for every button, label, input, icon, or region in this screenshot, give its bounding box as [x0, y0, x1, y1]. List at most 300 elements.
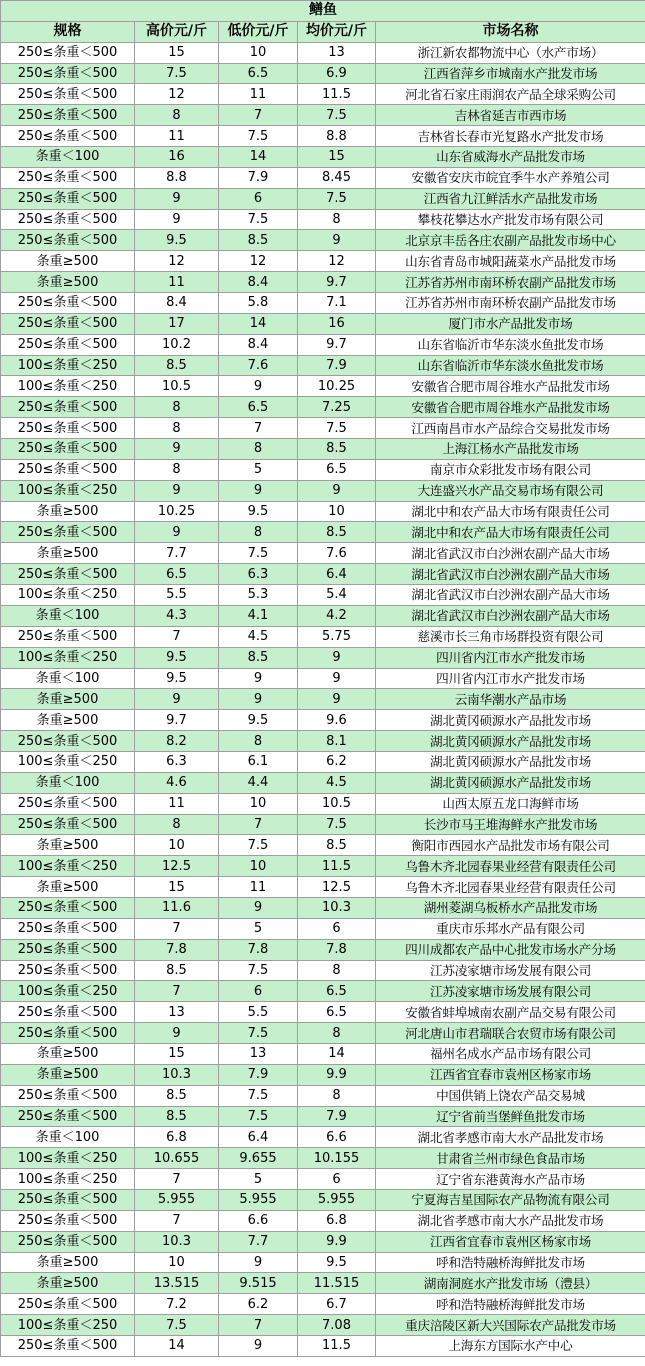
- cell-low-price: 9.515: [219, 1273, 298, 1294]
- table-row: [1, 313, 645, 334]
- cell-market-name: 攀枝花攀达水产批发市场有限公司: [376, 209, 645, 230]
- cell-low-price: 14: [219, 147, 298, 168]
- cell-high-price: 8: [135, 105, 219, 126]
- cell-high-price: 8.5: [135, 355, 219, 376]
- table-row: [1, 63, 645, 84]
- cell-spec: 250≤条重＜500: [1, 960, 135, 981]
- cell-high-price: 7.8: [135, 939, 219, 960]
- cell-market-name: 呼和浩特融桥海鲜批发市场: [376, 1294, 645, 1315]
- cell-high-price: 10.2: [135, 334, 219, 355]
- cell-market-name: 长沙市马王堆海鲜水产批发市场: [376, 814, 645, 835]
- cell-spec: 250≤条重＜500: [1, 564, 135, 585]
- table-row: [1, 814, 645, 835]
- cell-avg-price: 8.5: [298, 522, 376, 543]
- table-row: [1, 84, 645, 105]
- table-row: [1, 355, 645, 376]
- cell-spec: 250≤条重＜500: [1, 63, 135, 84]
- cell-low-price: 8: [219, 439, 298, 460]
- cell-low-price: 9: [219, 376, 298, 397]
- cell-avg-price: 9.7: [298, 334, 376, 355]
- cell-low-price: 12: [219, 251, 298, 272]
- cell-low-price: 4.4: [219, 772, 298, 793]
- cell-avg-price: 7.9: [298, 355, 376, 376]
- cell-low-price: 9.5: [219, 501, 298, 522]
- cell-market-name: 南京市众彩批发市场有限公司: [376, 459, 645, 480]
- cell-avg-price: 7.5: [298, 105, 376, 126]
- cell-market-name: 四川省内江市水产批发市场: [376, 668, 645, 689]
- cell-high-price: 8: [135, 397, 219, 418]
- cell-market-name: 山东省临沂市华东淡水鱼批发市场: [376, 334, 645, 355]
- cell-high-price: 8.5: [135, 1085, 219, 1106]
- cell-spec: 250≤条重＜500: [1, 1294, 135, 1315]
- cell-high-price: 17: [135, 313, 219, 334]
- cell-low-price: 6.5: [219, 63, 298, 84]
- cell-avg-price: 7.5: [298, 418, 376, 439]
- table-row: [1, 1231, 645, 1252]
- cell-avg-price: 7.5: [298, 814, 376, 835]
- cell-spec: 条重≥500: [1, 1043, 135, 1064]
- table-row: [1, 564, 645, 585]
- cell-spec: 100≤条重＜250: [1, 1169, 135, 1190]
- table-row: [1, 376, 645, 397]
- cell-market-name: 湖北省武汉市白沙洲农副产品大市场: [376, 543, 645, 564]
- table-row: [1, 626, 645, 647]
- cell-low-price: 7.5: [219, 209, 298, 230]
- cell-market-name: 厦门市水产品批发市场: [376, 313, 645, 334]
- cell-high-price: 10.3: [135, 1064, 219, 1085]
- cell-avg-price: 10.25: [298, 376, 376, 397]
- cell-spec: 250≤条重＜500: [1, 1189, 135, 1210]
- table-row: [1, 1210, 645, 1231]
- cell-market-name: 湖北黄冈硕源水产品批发市场: [376, 731, 645, 752]
- cell-avg-price: 8.1: [298, 731, 376, 752]
- cell-high-price: 7.2: [135, 1294, 219, 1315]
- table-row: [1, 188, 645, 209]
- cell-high-price: 5.955: [135, 1189, 219, 1210]
- cell-low-price: 7: [219, 814, 298, 835]
- table-row: [1, 418, 645, 439]
- table-row: [1, 1127, 645, 1148]
- cell-avg-price: 14: [298, 1043, 376, 1064]
- cell-avg-price: 4.5: [298, 772, 376, 793]
- cell-high-price: 10.25: [135, 501, 219, 522]
- cell-spec: 250≤条重＜500: [1, 230, 135, 251]
- cell-avg-price: 9.7: [298, 272, 376, 293]
- cell-low-price: 14: [219, 313, 298, 334]
- cell-low-price: 5: [219, 1169, 298, 1190]
- cell-spec: 250≤条重＜500: [1, 105, 135, 126]
- cell-avg-price: 8: [298, 209, 376, 230]
- cell-low-price: 9.655: [219, 1148, 298, 1169]
- cell-market-name: 湖北黄冈硕源水产品批发市场: [376, 751, 645, 772]
- cell-avg-price: 8: [298, 1085, 376, 1106]
- cell-avg-price: 6.5: [298, 981, 376, 1002]
- cell-spec: 100≤条重＜250: [1, 1148, 135, 1169]
- cell-avg-price: 7.5: [298, 188, 376, 209]
- cell-high-price: 9: [135, 209, 219, 230]
- cell-avg-price: 8: [298, 1023, 376, 1044]
- cell-spec: 250≤条重＜500: [1, 918, 135, 939]
- cell-market-name: 湖南洞庭水产批发市场（澧县）: [376, 1273, 645, 1294]
- cell-market-name: 浙江新农都物流中心（水产市场）: [376, 42, 645, 63]
- cell-avg-price: 12.5: [298, 877, 376, 898]
- table-row: [1, 1294, 645, 1315]
- cell-spec: 条重＜100: [1, 1127, 135, 1148]
- cell-avg-price: 6: [298, 918, 376, 939]
- cell-spec: 250≤条重＜500: [1, 1106, 135, 1127]
- cell-high-price: 9: [135, 439, 219, 460]
- cell-market-name: 安徽省合肥市周谷堆水产品批发市场: [376, 376, 645, 397]
- cell-avg-price: 7.25: [298, 397, 376, 418]
- cell-avg-price: 7.08: [298, 1315, 376, 1336]
- cell-low-price: 6.2: [219, 1294, 298, 1315]
- table-row: [1, 105, 645, 126]
- header-spec: 规格: [1, 21, 135, 42]
- cell-high-price: 7.7: [135, 543, 219, 564]
- cell-low-price: 5.955: [219, 1189, 298, 1210]
- cell-low-price: 7.5: [219, 960, 298, 981]
- cell-low-price: 9.5: [219, 710, 298, 731]
- cell-high-price: 12: [135, 251, 219, 272]
- cell-spec: 100≤条重＜250: [1, 856, 135, 877]
- cell-market-name: 湖北黄冈硕源水产品批发市场: [376, 772, 645, 793]
- cell-low-price: 5.5: [219, 1002, 298, 1023]
- cell-market-name: 江西省宜春市袁州区杨家市场: [376, 1231, 645, 1252]
- cell-spec: 250≤条重＜500: [1, 188, 135, 209]
- cell-avg-price: 10: [298, 501, 376, 522]
- cell-high-price: 7: [135, 626, 219, 647]
- cell-spec: 250≤条重＜500: [1, 522, 135, 543]
- cell-low-price: 7.5: [219, 1106, 298, 1127]
- table-row: [1, 710, 645, 731]
- cell-high-price: 11: [135, 272, 219, 293]
- table-row: [1, 1043, 645, 1064]
- cell-spec: 条重≥500: [1, 272, 135, 293]
- cell-high-price: 7: [135, 1169, 219, 1190]
- cell-spec: 250≤条重＜500: [1, 334, 135, 355]
- table-row: [1, 1273, 645, 1294]
- cell-high-price: 9: [135, 188, 219, 209]
- cell-high-price: 8: [135, 814, 219, 835]
- cell-spec: 条重≥500: [1, 501, 135, 522]
- cell-low-price: 9: [219, 1336, 298, 1357]
- cell-avg-price: 6: [298, 1169, 376, 1190]
- cell-avg-price: 9: [298, 689, 376, 710]
- table-row: [1, 397, 645, 418]
- header-market-name: 市场名称: [376, 21, 645, 42]
- cell-market-name: 湖北省武汉市白沙洲农副产品大市场: [376, 585, 645, 606]
- cell-high-price: 9.5: [135, 647, 219, 668]
- cell-market-name: 呼和浩特融桥海鲜批发市场: [376, 1252, 645, 1273]
- cell-spec: 250≤条重＜500: [1, 626, 135, 647]
- cell-market-name: 江西南昌市水产品综合交易批发市场: [376, 418, 645, 439]
- cell-high-price: 4.6: [135, 772, 219, 793]
- cell-high-price: 11: [135, 793, 219, 814]
- cell-low-price: 5.3: [219, 585, 298, 606]
- cell-spec: 100≤条重＜250: [1, 585, 135, 606]
- cell-high-price: 8: [135, 459, 219, 480]
- cell-high-price: 7.5: [135, 63, 219, 84]
- table-title-row: [1, 1, 645, 22]
- cell-high-price: 6.5: [135, 564, 219, 585]
- cell-low-price: 8.4: [219, 272, 298, 293]
- cell-market-name: 江苏省苏州市南环桥农副产品批发市场: [376, 293, 645, 314]
- cell-spec: 250≤条重＜500: [1, 84, 135, 105]
- cell-avg-price: 5.75: [298, 626, 376, 647]
- cell-avg-price: 8.5: [298, 835, 376, 856]
- table-row: [1, 856, 645, 877]
- cell-spec: 250≤条重＜500: [1, 439, 135, 460]
- cell-low-price: 5: [219, 459, 298, 480]
- table-row: [1, 1085, 645, 1106]
- table-row: [1, 334, 645, 355]
- cell-low-price: 7.9: [219, 167, 298, 188]
- cell-high-price: 12.5: [135, 856, 219, 877]
- cell-spec: 条重＜100: [1, 147, 135, 168]
- table-row: [1, 897, 645, 918]
- cell-market-name: 江苏凌家塘市场发展有限公司: [376, 981, 645, 1002]
- cell-market-name: 四川成都农产品中心批发市场水产分场: [376, 939, 645, 960]
- table-row: [1, 1023, 645, 1044]
- cell-avg-price: 8.45: [298, 167, 376, 188]
- cell-avg-price: 11.515: [298, 1273, 376, 1294]
- cell-low-price: 4.1: [219, 605, 298, 626]
- cell-avg-price: 6.5: [298, 1002, 376, 1023]
- table-row: [1, 480, 645, 501]
- cell-avg-price: 6.5: [298, 459, 376, 480]
- table-row: [1, 1336, 645, 1357]
- table-row: [1, 230, 645, 251]
- cell-high-price: 9.7: [135, 710, 219, 731]
- cell-high-price: 4.3: [135, 605, 219, 626]
- table-row: [1, 1252, 645, 1273]
- cell-high-price: 8.8: [135, 167, 219, 188]
- cell-avg-price: 9: [298, 480, 376, 501]
- cell-spec: 100≤条重＜250: [1, 376, 135, 397]
- cell-spec: 250≤条重＜500: [1, 459, 135, 480]
- cell-low-price: 7.6: [219, 355, 298, 376]
- table-row: [1, 1189, 645, 1210]
- cell-high-price: 14: [135, 1336, 219, 1357]
- cell-low-price: 7: [219, 105, 298, 126]
- cell-avg-price: 10.5: [298, 793, 376, 814]
- cell-market-name: 衡阳市西园水产品批发市场有限公司: [376, 835, 645, 856]
- cell-spec: 250≤条重＜500: [1, 1002, 135, 1023]
- cell-low-price: 5.8: [219, 293, 298, 314]
- cell-spec: 250≤条重＜500: [1, 1085, 135, 1106]
- cell-market-name: 吉林省延吉市西市场: [376, 105, 645, 126]
- cell-spec: 250≤条重＜500: [1, 1023, 135, 1044]
- cell-avg-price: 15: [298, 147, 376, 168]
- cell-market-name: 江苏省苏州市南环桥农副产品批发市场: [376, 272, 645, 293]
- cell-low-price: 9: [219, 689, 298, 710]
- cell-spec: 250≤条重＜500: [1, 1210, 135, 1231]
- cell-avg-price: 8.5: [298, 439, 376, 460]
- cell-market-name: 北京京丰岳各庄农副产品批发市场中心: [376, 230, 645, 251]
- cell-spec: 250≤条重＜500: [1, 793, 135, 814]
- cell-low-price: 7.5: [219, 835, 298, 856]
- table-row: [1, 126, 645, 147]
- cell-low-price: 9: [219, 480, 298, 501]
- table-row: [1, 147, 645, 168]
- cell-low-price: 4.5: [219, 626, 298, 647]
- cell-market-name: 湖北省孝感市南大水产品批发市场: [376, 1127, 645, 1148]
- table-row: [1, 42, 645, 63]
- cell-low-price: 8: [219, 731, 298, 752]
- cell-high-price: 8: [135, 418, 219, 439]
- cell-avg-price: 6.6: [298, 1127, 376, 1148]
- cell-high-price: 8.5: [135, 960, 219, 981]
- cell-market-name: 河北唐山市君瑞联合农贸市场有限公司: [376, 1023, 645, 1044]
- cell-high-price: 8.5: [135, 1106, 219, 1127]
- cell-market-name: 湖北省武汉市白沙洲农副产品大市场: [376, 605, 645, 626]
- cell-low-price: 6.3: [219, 564, 298, 585]
- cell-market-name: 大连盛兴水产品交易市场有限公司: [376, 480, 645, 501]
- cell-high-price: 7: [135, 918, 219, 939]
- cell-low-price: 11: [219, 84, 298, 105]
- cell-avg-price: 8.8: [298, 126, 376, 147]
- cell-market-name: 甘肃省兰州市绿色食品市场: [376, 1148, 645, 1169]
- table-row: [1, 793, 645, 814]
- cell-spec: 250≤条重＜500: [1, 1231, 135, 1252]
- table-title: 鳝鱼: [1, 1, 645, 22]
- cell-high-price: 10.3: [135, 1231, 219, 1252]
- cell-spec: 条重＜100: [1, 772, 135, 793]
- cell-avg-price: 9.6: [298, 710, 376, 731]
- cell-spec: 250≤条重＜500: [1, 42, 135, 63]
- cell-low-price: 10: [219, 856, 298, 877]
- cell-market-name: 湖北黄冈硕源水产品批发市场: [376, 710, 645, 731]
- table-row: [1, 939, 645, 960]
- cell-avg-price: 16: [298, 313, 376, 334]
- table-row: [1, 522, 645, 543]
- cell-low-price: 6.6: [219, 1210, 298, 1231]
- cell-market-name: 江西省九江鲜活水产品批发市场: [376, 188, 645, 209]
- cell-market-name: 江西省萍乡市城南水产批发市场: [376, 63, 645, 84]
- cell-high-price: 9: [135, 480, 219, 501]
- cell-high-price: 7: [135, 981, 219, 1002]
- table-row: [1, 209, 645, 230]
- cell-avg-price: 8: [298, 960, 376, 981]
- cell-market-name: 湖北省孝感市南大水产品批发市场: [376, 1210, 645, 1231]
- cell-high-price: 12: [135, 84, 219, 105]
- table-row: [1, 272, 645, 293]
- cell-low-price: 6.5: [219, 397, 298, 418]
- cell-avg-price: 4.2: [298, 605, 376, 626]
- cell-market-name: 安徽省合肥市周谷堆水产品批发市场: [376, 397, 645, 418]
- cell-avg-price: 9.5: [298, 1252, 376, 1273]
- cell-market-name: 江西省宜春市袁州区杨家市场: [376, 1064, 645, 1085]
- header-low-price: 低价元/斤: [219, 21, 298, 42]
- cell-spec: 250≤条重＜500: [1, 397, 135, 418]
- cell-spec: 条重＜100: [1, 605, 135, 626]
- cell-market-name: 乌鲁木齐北园春果业经营有限责任公司: [376, 856, 645, 877]
- cell-high-price: 9.5: [135, 230, 219, 251]
- cell-high-price: 10.5: [135, 376, 219, 397]
- cell-low-price: 7.5: [219, 1085, 298, 1106]
- cell-market-name: 重庆市乐邦水产品有限公司: [376, 918, 645, 939]
- cell-avg-price: 7.9: [298, 1106, 376, 1127]
- cell-market-name: 辽宁省前当堡鲜鱼批发市场: [376, 1106, 645, 1127]
- cell-low-price: 6.1: [219, 751, 298, 772]
- table-row: [1, 167, 645, 188]
- cell-spec: 250≤条重＜500: [1, 731, 135, 752]
- cell-avg-price: 7.1: [298, 293, 376, 314]
- cell-market-name: 山东省威海水产品批发市场: [376, 147, 645, 168]
- cell-low-price: 9: [219, 1252, 298, 1273]
- cell-low-price: 7.9: [219, 1064, 298, 1085]
- cell-avg-price: 11.5: [298, 1336, 376, 1357]
- cell-low-price: 8.5: [219, 647, 298, 668]
- table-row: [1, 960, 645, 981]
- cell-market-name: 乌鲁木齐北园春果业经营有限责任公司: [376, 877, 645, 898]
- cell-market-name: 宁夏海吉星国际农产品物流有限公司: [376, 1189, 645, 1210]
- cell-low-price: 9: [219, 897, 298, 918]
- cell-low-price: 8: [219, 522, 298, 543]
- cell-avg-price: 13: [298, 42, 376, 63]
- cell-high-price: 15: [135, 42, 219, 63]
- cell-avg-price: 7.8: [298, 939, 376, 960]
- cell-spec: 条重≥500: [1, 877, 135, 898]
- cell-high-price: 11.6: [135, 897, 219, 918]
- table-row: [1, 1106, 645, 1127]
- cell-market-name: 上海东方国际水产中心: [376, 1336, 645, 1357]
- cell-market-name: 辽宁省东港黄海水产品市场: [376, 1169, 645, 1190]
- cell-spec: 条重≥500: [1, 835, 135, 856]
- cell-low-price: 13: [219, 1043, 298, 1064]
- cell-spec: 250≤条重＜500: [1, 1336, 135, 1357]
- cell-market-name: 湖州菱湖乌板桥水产品批发市场: [376, 897, 645, 918]
- cell-avg-price: 6.2: [298, 751, 376, 772]
- table-body: [1, 42, 645, 1356]
- cell-spec: 250≤条重＜500: [1, 418, 135, 439]
- cell-low-price: 8.4: [219, 334, 298, 355]
- cell-spec: 250≤条重＜500: [1, 167, 135, 188]
- cell-avg-price: 9: [298, 230, 376, 251]
- cell-avg-price: 10.155: [298, 1148, 376, 1169]
- cell-high-price: 9: [135, 522, 219, 543]
- table-row: [1, 877, 645, 898]
- cell-low-price: 7.5: [219, 1023, 298, 1044]
- cell-spec: 条重≥500: [1, 251, 135, 272]
- cell-low-price: 10: [219, 42, 298, 63]
- cell-high-price: 15: [135, 877, 219, 898]
- cell-spec: 100≤条重＜250: [1, 1315, 135, 1336]
- cell-high-price: 7: [135, 1210, 219, 1231]
- cell-high-price: 11: [135, 126, 219, 147]
- cell-low-price: 10: [219, 793, 298, 814]
- cell-low-price: 6: [219, 981, 298, 1002]
- cell-spec: 条重≥500: [1, 1273, 135, 1294]
- table-row: [1, 585, 645, 606]
- cell-spec: 250≤条重＜500: [1, 897, 135, 918]
- table-row: [1, 501, 645, 522]
- cell-high-price: 16: [135, 147, 219, 168]
- cell-avg-price: 6.7: [298, 1294, 376, 1315]
- cell-spec: 100≤条重＜250: [1, 647, 135, 668]
- table-row: [1, 543, 645, 564]
- cell-high-price: 13: [135, 1002, 219, 1023]
- cell-market-name: 河北省石家庄雨润农产品全球采购公司: [376, 84, 645, 105]
- cell-spec: 250≤条重＜500: [1, 126, 135, 147]
- table-row: [1, 1002, 645, 1023]
- cell-high-price: 8.2: [135, 731, 219, 752]
- cell-market-name: 山东省青岛市城阳蔬菜水产品批发市场: [376, 251, 645, 272]
- cell-market-name: 吉林省长春市光复路水产批发市场: [376, 126, 645, 147]
- cell-avg-price: 9: [298, 647, 376, 668]
- cell-market-name: 湖北中和农产品大市场有限责任公司: [376, 501, 645, 522]
- cell-low-price: 7: [219, 1315, 298, 1336]
